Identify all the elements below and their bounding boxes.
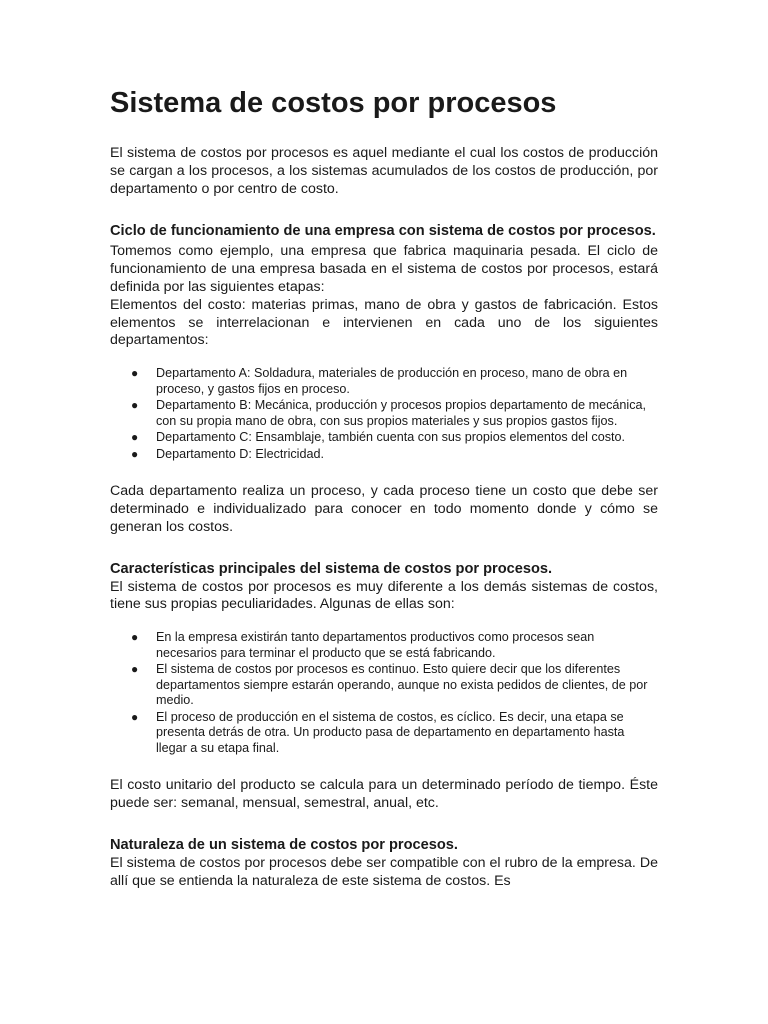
section-heading-caracteristicas: Características principales del sistema de costos por procesos. bbox=[110, 560, 553, 577]
section-ciclo-paragraph-1: Tomemos como ejemplo, una empresa que fabrica maquinaria pesada. El ciclo de funcionamiento de una empresa basada en el sistema de costos por procesos, estará definida por las siguientes etapas: bbox=[110, 243, 658, 295]
characteristics-list bbox=[110, 630, 658, 756]
section-ciclo-paragraph-2: Elementos del costo: materias primas, mano de obra y gastos de fabricación. Estos elementos se interrelacionan e intervienen en cada uno de los siguientes departamentos: bbox=[110, 296, 658, 349]
list-item: ● Departamento D: Electricidad. bbox=[131, 446, 324, 461]
section-heading-naturaleza: Naturaleza de un sistema de costos por procesos. bbox=[110, 836, 458, 853]
document-page bbox=[110, 84, 658, 890]
list-item: ● Departamento C: Ensamblaje, también cuenta con sus propios elementos del costo. bbox=[131, 430, 626, 445]
intro-paragraph: El sistema de costos por procesos es aquel mediante el cual los costos de producción se cargan a los procesos, a los sistemas acumulados de los costos de producción, por departamento o por centro de costo. bbox=[110, 145, 658, 197]
section-caracteristicas-paragraph-1: El sistema de costos por procesos es muy diferente a los demás sistemas de costos, tiene sus propias peculiaridades. Algunas de ellas son: bbox=[110, 578, 658, 613]
bullet-icon: ● bbox=[131, 630, 139, 645]
section-caracteristicas-closing: El costo unitario del producto se calcula para un determinado período de tiempo. Éste puede ser: semanal, mensual, semestral, anual, etc. bbox=[110, 777, 658, 811]
bullet-icon: ● bbox=[131, 662, 139, 677]
document-title: Sistema de costos por procesos bbox=[110, 87, 557, 119]
bullet-icon: ● bbox=[131, 709, 139, 724]
list-item: ● El sistema de costos por procesos es continuo. Esto quiere decir que los diferentes departamentos siempre estarán operando, aunque no exista pedidos de clientes, de por medio. bbox=[131, 662, 648, 708]
list-item: ● El proceso de producción en el sistema de costos, es cíclico. Es decir, una etapa se presenta detrás de otra. Un producto pasa de departamento en departamento hasta llegar a su etapa final. bbox=[131, 709, 625, 755]
bullet-icon: ● bbox=[131, 366, 139, 381]
section-naturaleza-paragraph-1: El sistema de costos por procesos debe ser compatible con el rubro de la empresa. De allí que se entienda la naturaleza de este sistema de costos. Es bbox=[110, 854, 658, 889]
bullet-icon: ● bbox=[131, 398, 139, 413]
section-heading-ciclo: Ciclo de funcionamiento de una empresa con sistema de costos por procesos. bbox=[110, 223, 656, 240]
section-ciclo-closing: Cada departamento realiza un proceso, y cada proceso tiene un costo que debe ser determinado e individualizado para conocer en todo momento donde y cómo se generan los costos. bbox=[110, 483, 658, 535]
bullet-icon: ● bbox=[131, 430, 139, 445]
bullet-icon: ● bbox=[131, 446, 139, 461]
departments-list bbox=[110, 366, 658, 462]
list-item: ● Departamento A: Soldadura, materiales de producción en proceso, mano de obra en proceso, y gastos fijos en proceso. bbox=[131, 366, 628, 396]
list-item: ● Departamento B: Mecánica, producción y procesos propios departamento de mecánica, con su propia mano de obra, con sus propios materiales y sus propios gastos fijos. bbox=[131, 398, 647, 428]
list-item: ● En la empresa existirán tanto departamentos productivos como procesos sean necesarios para terminar el producto que se está fabricando. bbox=[131, 630, 595, 660]
